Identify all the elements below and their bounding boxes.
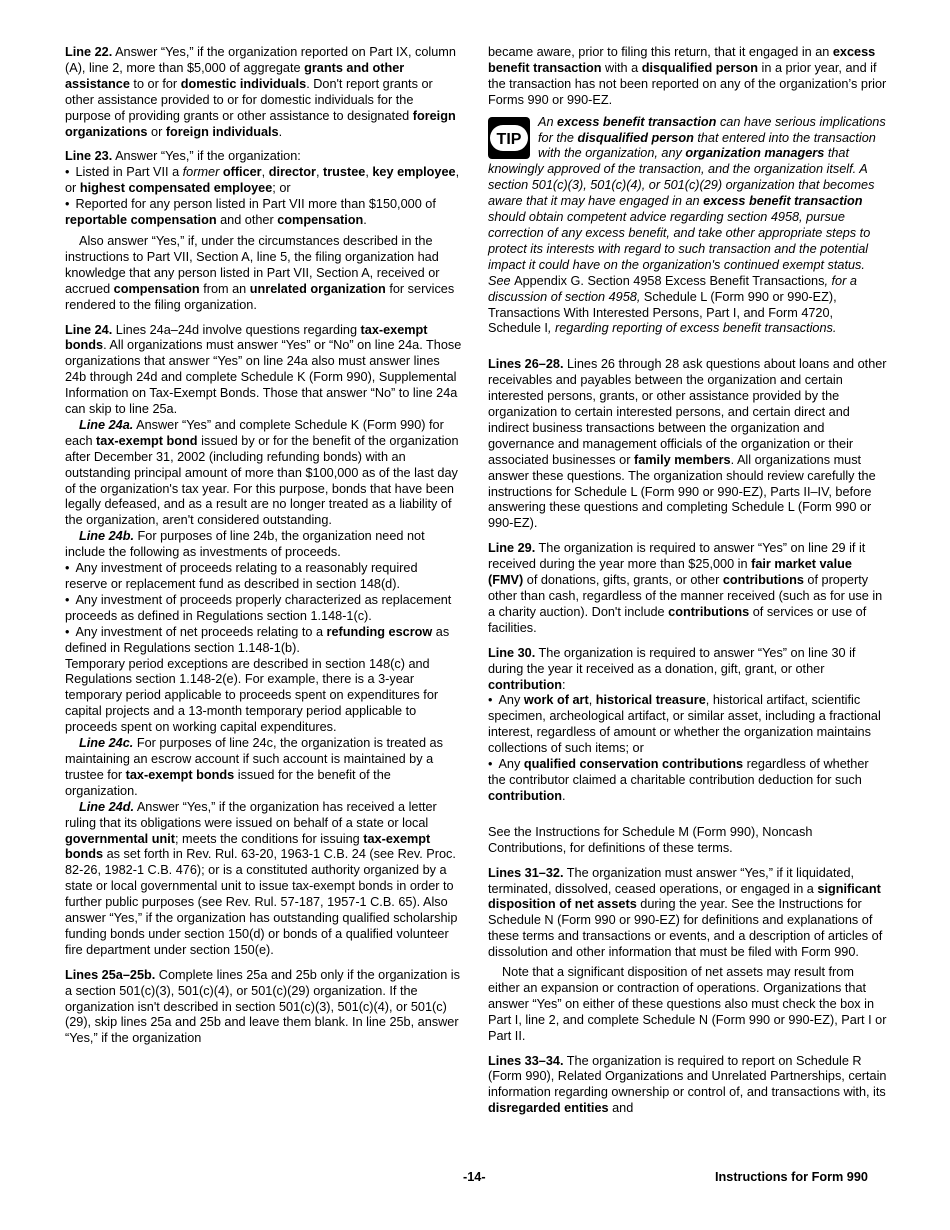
page-number: -14- bbox=[463, 1170, 486, 1184]
line-30-paragraph: Line 30. The organization is required to answer “Yes” on line 30 if during the year it received as a donation, gift, grant, or other contribution: bbox=[488, 645, 856, 692]
line-23-bullet-1: • Listed in Part VII a former officer, director, trustee, key employee, or highest compensated employee; or bbox=[65, 165, 462, 197]
lines-26-28-paragraph: Lines 26–28. Lines 26 through 28 ask questions about loans and other receivables and payables between the organization and certain interested persons, grants, or other assistance provided by the organization to certain interested persons, and certain direct and indirect business transactions between the organization and governance and management officials of the organization or their associated businesses or family members. All organizations must answer these questions. The organization should review carefully the instructions for Schedule L (Form 990 or 990-EZ), Parts II–IV, before answering these questions and completing Schedule L (Form 990 or 990-EZ). bbox=[488, 357, 887, 531]
right-column bbox=[488, 45, 888, 1117]
lines-31-32-paragraph: Lines 31–32. The organization must answer “Yes,” if it liquidated, terminated, dissolved, ceased operations, or engaged in a significant disposition of net assets during the year. See the Instructions for Schedule N (Form 990 or 990-EZ) for definitions and explanations of these terms and transactions or events, and a description of articles of dissolution and other information that must be filed with Form 990. bbox=[488, 865, 883, 960]
line-23-also-paragraph: Also answer “Yes,” if, under the circumstances described in the instructions to Part VII, Section A, line 5, the filing organization had knowledge that any person listed in Part VII, Section A, received or accrued compensation from an unrelated organization for services rendered to the filing organization. bbox=[65, 233, 455, 312]
line-24-paragraph: Line 24. Lines 24a–24d involve questions regarding tax-exempt bonds. All organizations must answer “Yes” or “No” on line 24a. Those organizations that answer “Yes” on line 24a also must answer lines 24b through 24d and complete Schedule K (Form 990), Supplemental Information on Tax-Exempt Bonds. Those that answer “No” to line 24a can skip to line 25a. bbox=[65, 322, 462, 417]
line-24b-temporary-period: Temporary period exceptions are described in section 148(c) and Regulations section 1.148-2(e). For example, there is a 3-year temporary period applicable to proceeds spent on expenditures for capital projects and a 13-month temporary period applicable to proceeds spent on working capital expenditures. bbox=[65, 656, 439, 735]
line-30-bullet-1: • Any work of art, historical treasure, historical artifact, scientific specimen, archeological artifact, or similar asset, including a fractional interest, regardless of amount or whether the organization maintains collections of such items; or bbox=[488, 693, 888, 757]
tip-text: An excess benefit transaction can have serious implications for the disqualified person that entered into the transaction with the organization, any organization managers that knowingly approved of the transaction, and the organization itself. A section 501(c)(3), 501(c)(4), or 501(c)(29) organization that becomes aware that it may have engaged in an excess benefit transaction should obtain competent advice regarding section 4958, pursue correction of any excess benefit, and take other appropriate steps to protect its interests with regard to such transaction and the potential impact it could have on the organization's continued exempt status. See Appendix G. Section 4958 Excess Benefit Transactions, for a discussion of section 4958, Schedule L (Form 990 or 990-EZ), Transactions With Interested Persons, Part I, and Form 4720, Schedule I, regarding reporting of excess benefit transactions. bbox=[488, 114, 886, 336]
line-24a-paragraph: Line 24a. Answer “Yes” and complete Schedule K (Form 990) for each tax-exempt bond issued by or for the benefit of the organization after December 31, 2002 (including refunding bonds) with an outstanding principal amount of more than $100,000 as of the last day of the organization's tax year. For this purpose, bonds that have been legally defeased, and as a result are no longer treated as a liability of the organization, aren't considered outstanding. bbox=[65, 417, 459, 528]
tip-callout bbox=[488, 115, 888, 338]
line-30-see-note: See the Instructions for Schedule M (Form 990), Noncash Contributions, for definitions of these terms. bbox=[488, 824, 813, 855]
left-column bbox=[65, 45, 462, 1047]
line-30-bullet-2: • Any qualified conservation contributions regardless of whether the contributor claimed a charitable contribution deduction for such contribution. bbox=[488, 757, 888, 805]
tip-icon bbox=[488, 117, 530, 159]
form-title: Instructions for Form 990 bbox=[715, 1170, 868, 1184]
line-24d-paragraph: Line 24d. Answer “Yes,” if the organization has received a letter ruling that its obligations were issued on behalf of a state or local governmental unit; meets the conditions for issuing tax-exempt bonds as set forth in Rev. Rul. 63-20, 1963-1 C.B. 24 (see Rev. Proc. 82-26, 1982-1 C.B. 476); or is a constituted authority organized by a state or local governmental unit to issue tax-exempt bonds in order to further public purposes (see Rev. Rul. 57-187, 1957-1 C.B. 65). Also answer “Yes,” if the organization has outstanding qualified scholarship funding bonds under section 150(d) or bonds of a qualified volunteer fire department under section 150(e). bbox=[65, 799, 458, 957]
tip-label: TIP bbox=[496, 130, 522, 148]
line-29-paragraph: Line 29. The organization is required to answer “Yes” on line 29 if it received during the year more than $25,000 in fair market value (FMV) of donations, gifts, grants, or other contributions of property other than cash, regardless of the manner received (such as for use in a charity auction). Don't include contributions of services or use of facilities. bbox=[488, 541, 883, 635]
tip-badge-graphic bbox=[488, 117, 530, 159]
line-24c-paragraph: Line 24c. For purposes of line 24c, the organization is treated as maintaining an escrow account if such account is maintained by a trustee for tax-exempt bonds issued for the benefit of the organization. bbox=[65, 736, 443, 798]
line-24b-bullet-2: • Any investment of proceeds properly characterized as replacement proceeds as defined in Regulations section 1.148-1(c). bbox=[65, 593, 462, 625]
line-24b-bullet-3: • Any investment of net proceeds relating to a refunding escrow as defined in Regulations section 1.148-1(b). bbox=[65, 625, 462, 657]
lines-31-32-note: Note that a significant disposition of net assets may result from either an expansion or contraction of operations. Organizations that answer “Yes” on either of these questions also must check the box in Part I, line 2, and complete Schedule N (Form 990 or 990-EZ), Part I or Part II. bbox=[488, 965, 887, 1043]
lines-25-paragraph: Lines 25a–25b. Complete lines 25a and 25b only if the organization is a section 501(c)(3), 501(c)(4), or 501(c)(29) organization. If the organization isn't described in section 501(c)(3), 501(c)(4), or 501(c)(29), skip lines 25a and 25b and leave them blank. In line 25b, answer “Yes,” if the organization bbox=[65, 967, 460, 1046]
lines-33-34-paragraph: Lines 33–34. The organization is required to report on Schedule R (Form 990), Related Organizations and Unrelated Partnerships, certain information regarding ownership or control of, and transactions with, its disregarded entities and bbox=[488, 1053, 887, 1116]
lines-25-continuation: became aware, prior to filing this return, that it engaged in an excess benefit transaction with a disqualified person in a prior year, and if the transaction has not been reported on any of the organization’s prior Forms 990 or 990-EZ. bbox=[488, 45, 887, 107]
line-23-heading: Line 23. Answer “Yes,” if the organization: bbox=[65, 149, 301, 164]
line-24b-bullet-1: • Any investment of proceeds relating to a reasonably required reserve or replacement fund as described in section 148(d). bbox=[65, 561, 462, 593]
line-22-paragraph: Line 22. Answer “Yes,” if the organization reported on Part IX, column (A), line 2, more than $5,000 of aggregate grants and other assistance to or for domestic individuals. Don't report grants or other assistance provided to or for domestic individuals for the purpose of providing grants or other assistance to designated foreign organizations or foreign individuals. bbox=[65, 45, 456, 139]
line-24b-paragraph: Line 24b. For purposes of line 24b, the organization need not include the following as investments of proceeds. bbox=[65, 529, 425, 560]
line-23-bullet-2: • Reported for any person listed in Part VII more than $150,000 of reportable compensation and other compensation. bbox=[65, 197, 462, 229]
